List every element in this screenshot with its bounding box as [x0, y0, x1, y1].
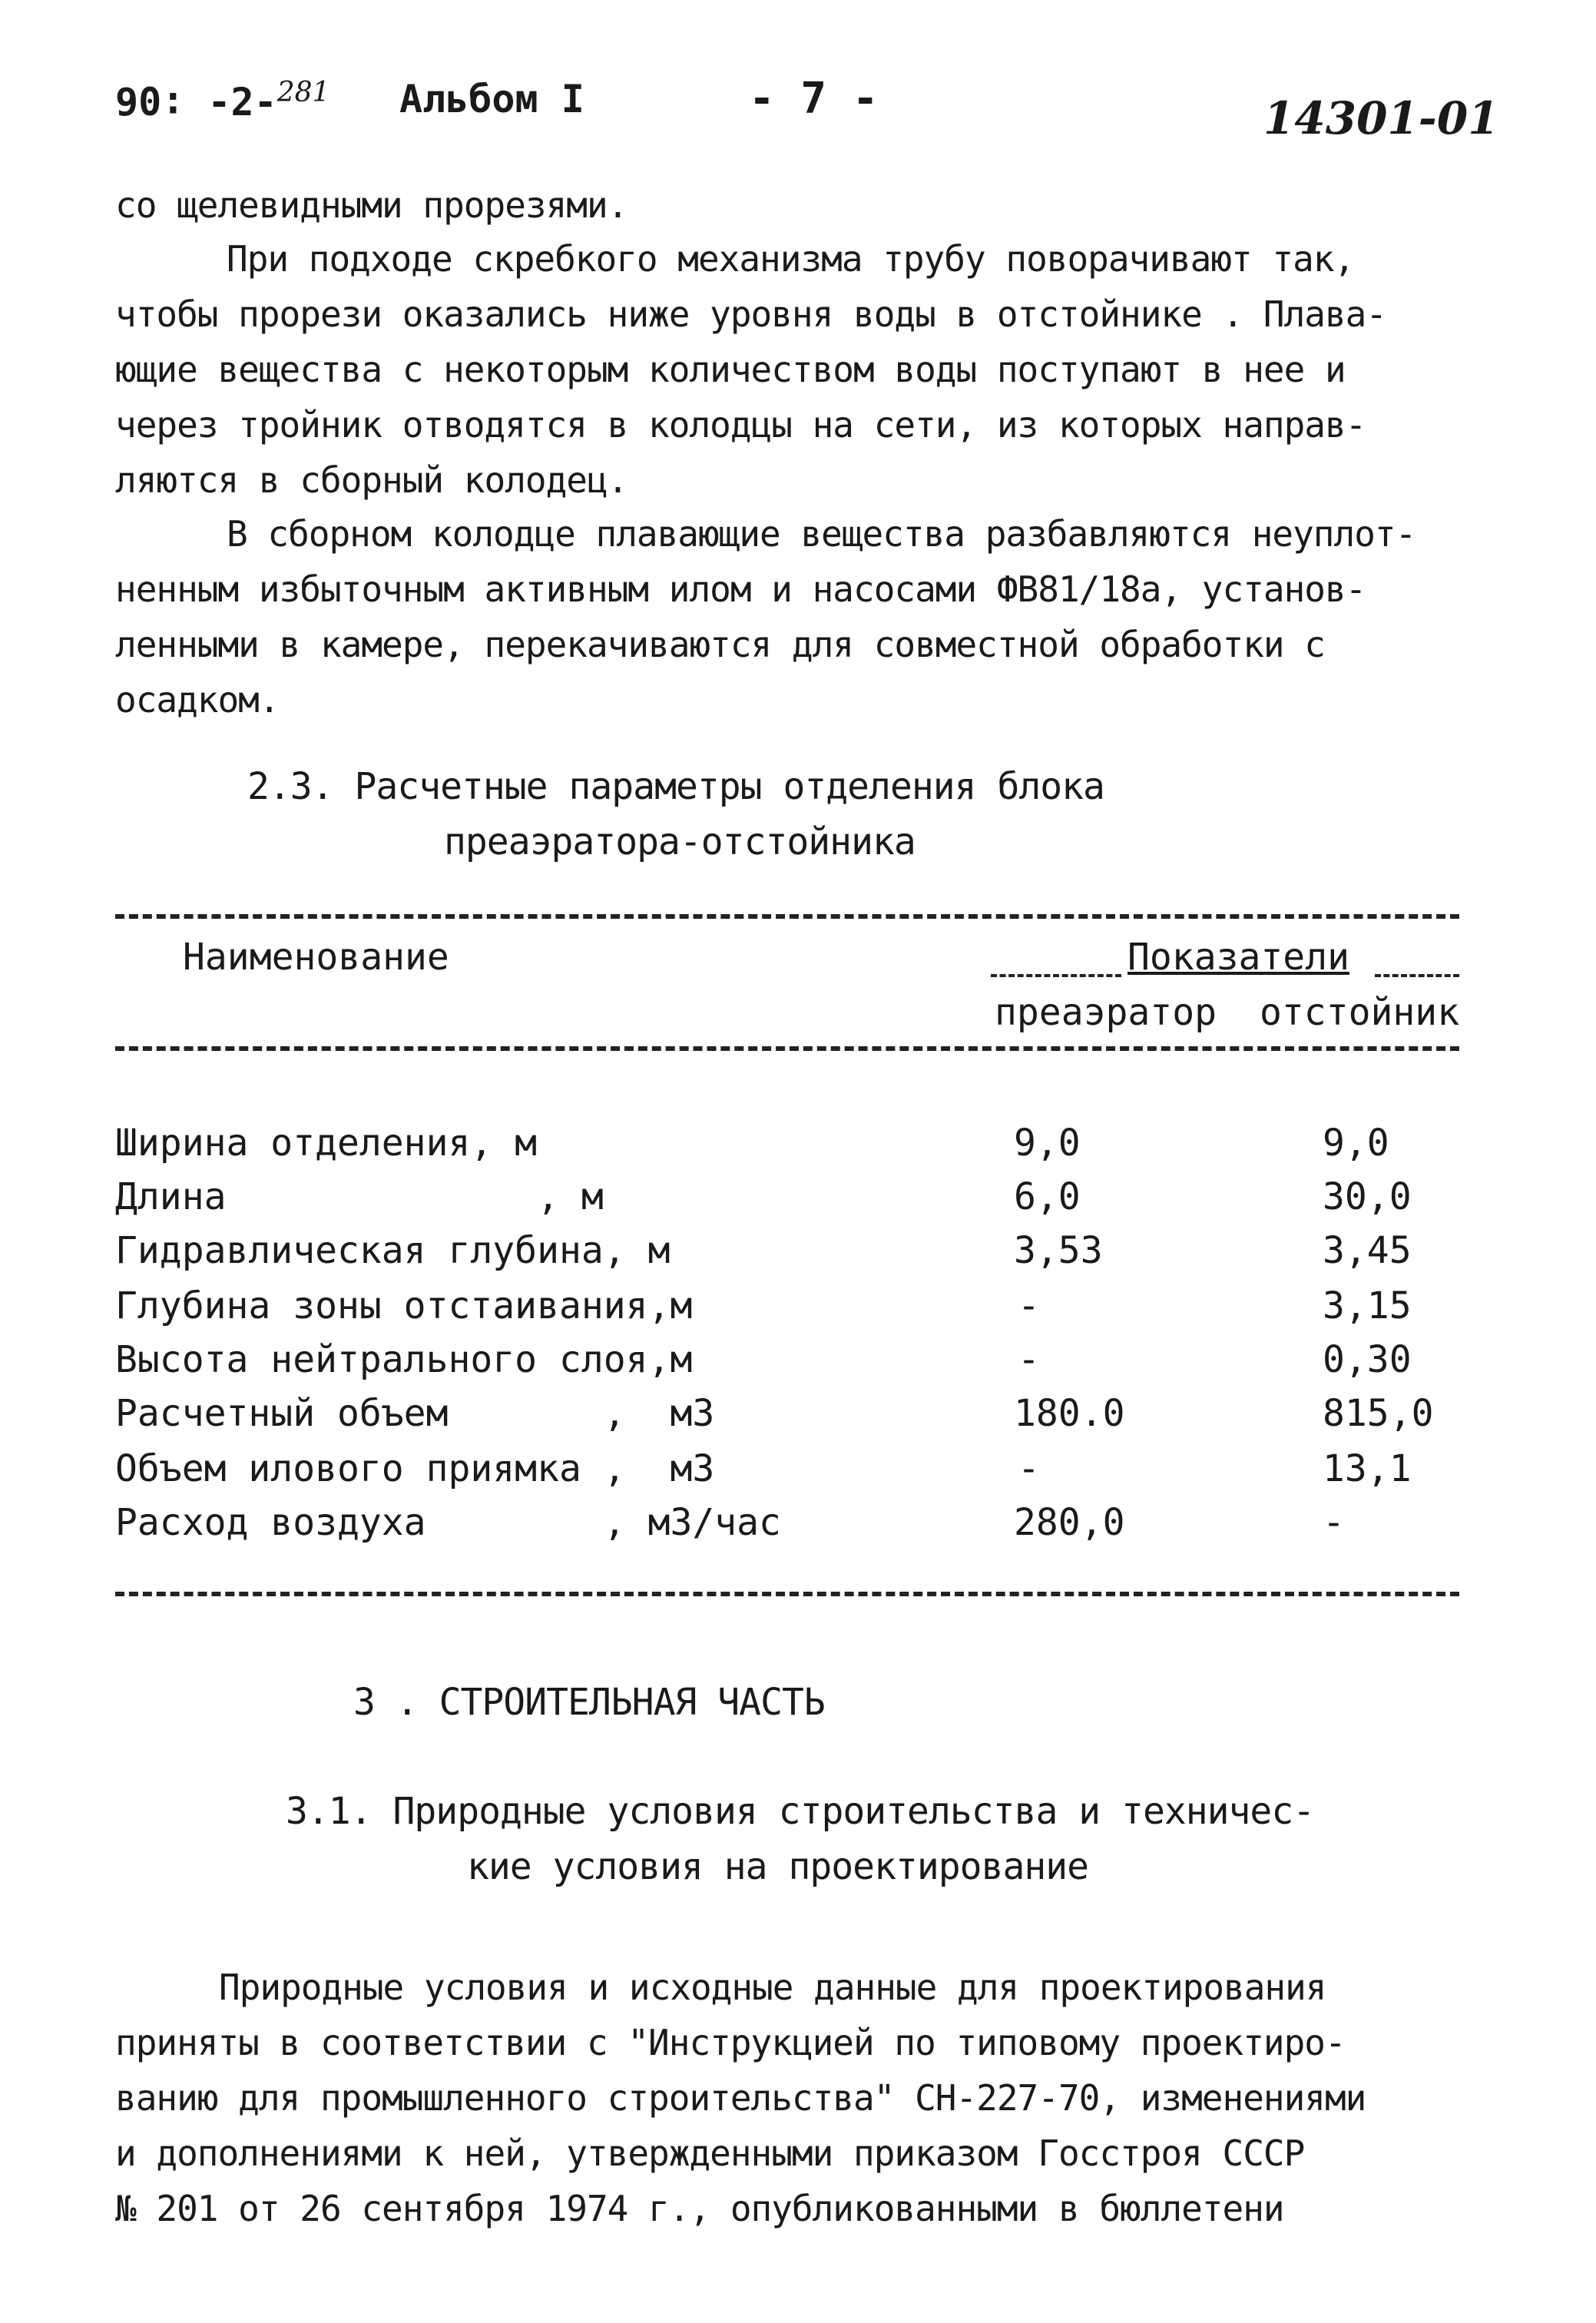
text-line: со щелевидными прорезями.: [115, 184, 628, 226]
table-row-settler: 13,1: [1323, 1447, 1412, 1490]
text-line: и дополнениями к ней, утвержденными приказом Госстроя СССР: [115, 2132, 1305, 2174]
text-line: чтобы прорези оказались ниже уровня воды в отстойнике . Плава-: [115, 293, 1387, 335]
table-row-preaerator: 6,0: [1014, 1175, 1081, 1218]
table-header-name: Наименование: [183, 936, 449, 979]
table-row-preaerator: -: [1018, 1338, 1040, 1381]
table-row-preaerator: 180.0: [1014, 1392, 1125, 1435]
table-row-name: Длина , м: [115, 1175, 604, 1218]
table-row-preaerator: 3,53: [1014, 1229, 1103, 1272]
table-top-rule: [115, 914, 1459, 919]
header-code-suffix: 281: [276, 77, 330, 108]
table-row-preaerator: 9,0: [1014, 1122, 1081, 1165]
table-row-name: Гидравлическая глубина, м: [115, 1229, 671, 1272]
table-bottom-rule: [115, 1592, 1459, 1596]
header-document-number: 14301-01: [1263, 92, 1499, 144]
text-line: В сборном колодце плавающие вещества разбавляются неуплот-: [227, 513, 1416, 555]
group-header-rule-left: [991, 974, 1121, 977]
table-row-settler: 9,0: [1323, 1122, 1389, 1165]
text-line: ленными в камере, перекачиваются для совместной обработки с: [115, 624, 1325, 665]
table-header-rule: [115, 1046, 1459, 1051]
table-header-preaerator: преаэратор: [995, 991, 1217, 1034]
group-header-rule-right: [1375, 974, 1459, 977]
text-line: № 201 от 26 сентября 1974 г., опубликованными в бюллетени: [115, 2188, 1284, 2229]
text-line: ющие вещества с некоторым количеством воды поступают в нее и: [115, 349, 1346, 390]
header-album: Альбом I: [399, 77, 584, 121]
table-row-name: Объем илового приямка , м3: [115, 1447, 715, 1490]
section-title-continuation: преаэратора-отстойника: [444, 820, 916, 863]
text-line: ванию для промышленного строительства" СН-227-70, изменениями: [115, 2077, 1366, 2119]
text-line: приняты в соответствии с "Инструкцией по типовому проектиро-: [115, 2022, 1346, 2063]
header-code: [115, 77, 329, 124]
table-row-name: Расчетный объем , м3: [115, 1392, 715, 1435]
subsection-title-continuation: кие условия на проектирование: [467, 1845, 1089, 1888]
table-row-preaerator: 280,0: [1014, 1501, 1125, 1544]
subsection-title: 3.1. Природные условия строительства и техничес-: [286, 1790, 1315, 1833]
table-row-name: Глубина зоны отстаивания,м: [115, 1284, 693, 1327]
table-row-settler: 3,45: [1323, 1229, 1412, 1272]
table-header-settler: отстойник: [1260, 991, 1460, 1034]
text-line: осадком.: [115, 679, 280, 721]
section-title: 2.3. Расчетные параметры отделения блока: [247, 765, 1104, 808]
table-row-settler: 3,15: [1323, 1284, 1412, 1327]
text-line: через тройник отводятся в колодцы на сети, из которых направ-: [115, 404, 1366, 446]
text-line: При подходе скребкого механизма трубу поворачивают так,: [227, 238, 1355, 280]
chapter-title: 3 . СТРОИТЕЛЬНАЯ ЧАСТЬ: [353, 1681, 825, 1724]
table-row-settler: 0,30: [1323, 1338, 1412, 1381]
table-group-header: Показатели: [1127, 936, 1349, 979]
table-row-name: Расход воздуха , м3/час: [115, 1501, 781, 1544]
table-row-settler: 30,0: [1323, 1175, 1412, 1218]
text-line: ляются в сборный колодец.: [115, 459, 628, 501]
header-page-number: - 7 -: [749, 74, 879, 124]
table-row-name: Высота нейтрального слоя,м: [115, 1338, 693, 1381]
table-row-settler: -: [1323, 1501, 1345, 1544]
table-row-preaerator: -: [1018, 1284, 1040, 1327]
table-row-settler: 815,0: [1323, 1392, 1434, 1435]
header-code-prefix: 90∶ -2-: [115, 80, 277, 124]
text-line: Природные условия и исходные данные для проектирования: [219, 1967, 1326, 2008]
table-row-preaerator: -: [1018, 1447, 1040, 1490]
text-line: ненным избыточным активным илом и насосами ФВ81/18а, установ-: [115, 568, 1366, 610]
table-row-name: Ширина отделения, м: [115, 1122, 538, 1165]
